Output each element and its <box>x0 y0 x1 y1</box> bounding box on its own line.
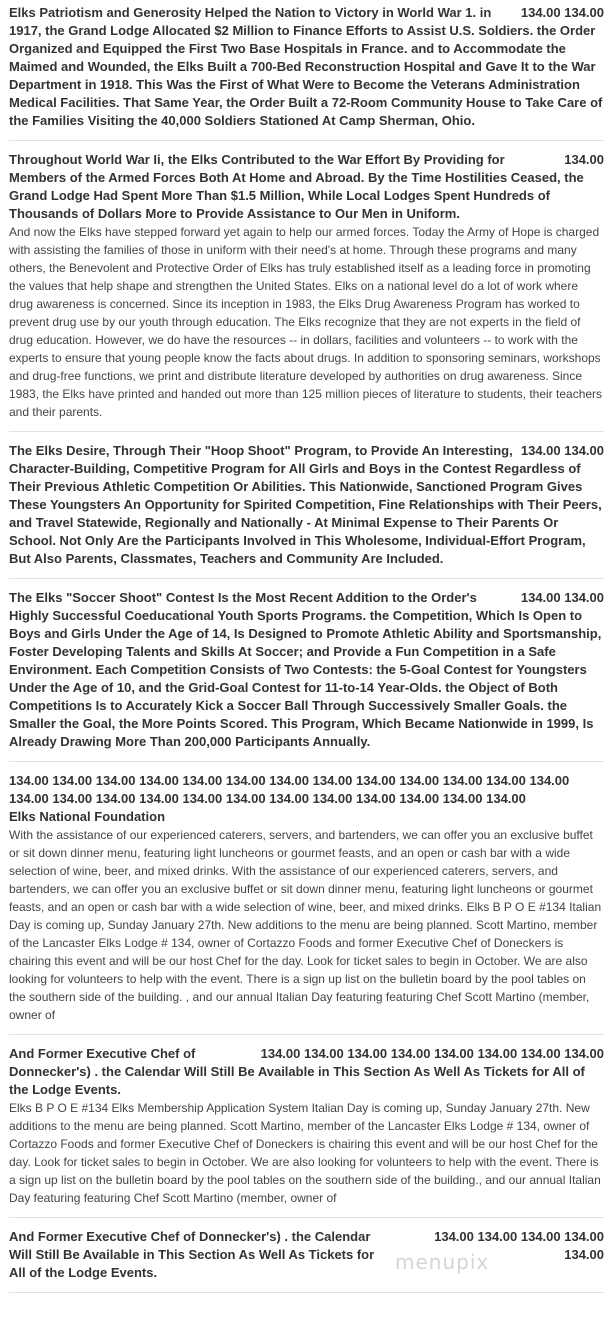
menu-item <box>9 442 604 579</box>
item-price: 134.00 134.00 134.00 134.00 134.00 134.00 134.00 134.00 134.00 134.00 134.00 134.00 134.00 134.00 134.00 134.00 134.00 134.00 134.00 134.00 134.00 134.00 134.00 134.00 134.00 <box>9 773 570 806</box>
item-title: Throughout World War Ii, the Elks Contributed to the War Effort By Providing for Members of the Armed Forces Both At Home and Abroad. By the Time Hostilities Ceased, the Grand Lodge Had Spent More Than $1.5 Million, While Local Lodges Spent Hundreds of Thousands of Dollars More to Provide Assistance to Our Men in Uniform. <box>9 152 584 221</box>
item-price: 134.00 <box>564 152 604 167</box>
item-description: And now the Elks have stepped forward yet again to help our armed forces. Today the Army of Hope is charged with assisting the families of those in uniform with their need's at home. Through these programs and many others, the Benevolent and Protective Order of Elks has truly established itself as a leading force in promoting the values that help shape and strengthen the United States. Elks on a national level do a lot of work where drug awareness is concerned. Since its inception in 1983, the Elks Drug Awareness Program has worked to prevent drug use by our youth through education. The Elks recognize that they are not experts in the field of drug education. However, we do have the resources -- in dollars, facilities and volunteers -- to work with the experts to ensure that young people know the facts about drugs. In addition to sponsoring seminars, workshops and drug-free functions, we print and distribute literature developed by authorities on drug awareness. Since 1983, the Elks have printed and handed out more than 125 million pieces of literature to students, their teachers and their parents. <box>9 225 603 419</box>
item-title: And Former Executive Chef of Donnecker's) . the Calendar Will Still Be Available in This Section As Well As Tickets for All of the Lodge Events. <box>9 1229 375 1280</box>
item-price: 134.00 134.00 <box>520 443 604 458</box>
menu-item <box>9 151 604 432</box>
item-price: 134.00 134.00 <box>520 590 604 605</box>
menu-item <box>9 1228 604 1293</box>
menu-item <box>9 1045 604 1218</box>
menu-item <box>9 589 604 762</box>
item-description: Elks B P O E #134 Elks Membership Application System Italian Day is coming up, Sunday January 27th. New additions to the menu are being planned. Scott Martino, member of the Lancaster Elks Lodge # 134, owner of Cortazzo Foods and former Executive Chef of Doneckers is chairing this event and will be our host Chef for the day. Look for ticket sales to begin in October. We are also looking for volunteers to help with the event. There is a sign up list on the bulletin board by the pool tables on the southern side of the building., and our annual Italian Day featuring featuring Chef Scott Martino (member, owner of <box>9 1101 601 1205</box>
item-title: The Elks Desire, Through Their "Hoop Shoot" Program, to Provide An Interesting, Character-Building, Competitive Program for All Girls and Boys in the Contest Regardless of Their Previous Athletic Competition Or Abilities. This Nationwide, Sanctioned Program Gives These Youngsters An Opportunity for Spirited Competition, Fine Relationships with Their Peers, and Travel Statewide, Regionally and Nationally - At Minimal Expense to Their Parents Or School. Not Only Are the Participants Involved in This Wholesome, Individual-Effort Program, But Also Parents, Classmates, Teachers and Community Are Included. <box>9 443 602 566</box>
menu-item <box>9 772 604 1035</box>
item-title: Elks Patriotism and Generosity Helped the Nation to Victory in World War 1. in 1917, the Grand Lodge Allocated $2 Million to Finance Efforts to Assist U.S. Soldiers. the Order Organized and Equipped the First Two Base Hospitals in France. and to Accommodate the Maimed and Wounded, the Elks Built a 700-Bed Reconstruction Hospital and Gave It to the War Department in 1918. This Was the First of What Were to Become the Veterans Administration Medical Facilities. That Same Year, the Order Built a 72-Room Community House to Take Care of the Families Visiting the 40,000 Soldiers Stationed At Camp Sherman, Ohio. <box>9 5 603 128</box>
menu-item <box>9 4 604 141</box>
watermark-logo: menupix <box>395 1250 490 1274</box>
item-price: 134.00 134.00 134.00 134.00 134.00 <box>434 1229 604 1262</box>
item-title: The Elks "Soccer Shoot" Contest Is the Most Recent Addition to the Order's Highly Successful Coeducational Youth Sports Programs. the Competition, Which Is Open to Boys and Girls Under the Age of 14, Is Designed to Promote Athletic Ability and Sportsmanship, Foster Developing Talents and Skills At Soccer; and Provide a Fun Competition in a Safe Environment. Each Competition Consists of Two Contests: the 5-Goal Contest for Youngsters Under the Age of 10, and the Grid-Goal Contest for 11-to-14 Year-Olds. the Object of Both Competitions Is to Accurately Kick a Soccer Ball Through Successively Smaller Goals. the Smaller the Goal, the More Points Scored. This Program, Which Became Nationwide in 1999, Is Already Drawing More Than 200,000 Participants Annually. <box>9 590 602 749</box>
item-description: With the assistance of our experienced caterers, servers, and bartenders, we can offer you an exclusive buffet or sit down dinner menu, featuring light luncheons or gourmet feasts, and an open or cash bar with a wide selection of wine, beer, and mixed drinks. With the assistance of our experienced caterers, servers, and bartenders, we can offer you an exclusive buffet or sit down dinner menu, featuring light luncheons or gourmet feasts, and an open or cash bar with a wide selection of wine, beer, and mixed drinks. Elks B P O E #134 Italian Day is coming up, Sunday January 27th. New additions to the menu are being planned. Scott Martino, member of the Lancaster Elks Lodge # 134, owner of Cortazzo Foods and former Executive Chef of Doneckers is chairing this event and will be our host Chef for the day. Look for ticket sales to begin in October. We are also looking for volunteers to help with the event. There is a sign up list on the bulletin board by the pool tables on the southern side of the building. , and our annual Italian Day featuring featuring Chef Scott Martino (member, owner of <box>9 828 602 1022</box>
item-price: 134.00 134.00 <box>520 5 604 20</box>
item-price: 134.00 134.00 134.00 134.00 134.00 134.00 134.00 134.00 <box>260 1046 604 1061</box>
item-title: Elks National Foundation <box>9 809 166 824</box>
item-title: And Former Executive Chef of Donnecker's) . the Calendar Will Still Be Available in This Section As Well As Tickets for All of the Lodge Events. <box>9 1046 585 1097</box>
